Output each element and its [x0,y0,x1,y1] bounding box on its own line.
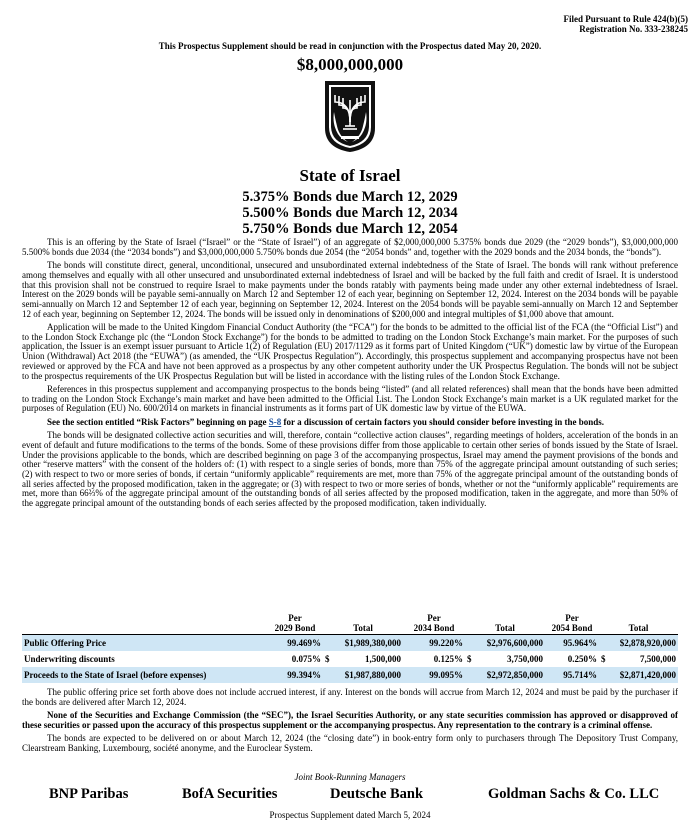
table-row [22,667,678,683]
table-cell: 99.394% [267,667,323,683]
manager-name: BNP Paribas [49,786,129,802]
risk-text-before: See the section entitled “Risk Factors” beginning on page [47,416,269,427]
cell-amount: 1,500,000 [365,654,401,664]
issuer-name: State of Israel [299,166,401,185]
joint-managers-label: Joint Book-Running Managers [294,772,406,782]
listing-paragraph: Application will be made to the United Kingdom Financial Conduct Authority (the “FCA”) for the bonds to be admitted to the official list of the FCA (the “Official List”) and to the London Stock Exchange plc (the “London Stock Exchange”) for the bonds to be admitted to trading on the London Stock Exchange’s main market. For the purposes of such application, the Issuer is an exempt issuer pursuant to Article 1(2) of Regulation (EU) 2017/1129 as it forms part of United Kingdom (“UK”) domestic law by virtue of the European Union (Withdrawal) Act 2018 (the “EUWA”) (as amended, the “UK Prospectus Regulation”). Accordingly, this prospectus supplement and accompanying prospectus have not been reviewed or approved by the FCA and have not been approved as a prospectus by any other competent authority under the UK Prospectus Regulation. The bonds will not be subject to the prospectus requirements of the UK Prospectus Regulation but will be listed in accordance with the listing rules of the London Stock Exchange. [22,322,678,381]
bond-title-2029: 5.375% Bonds due March 12, 2029 [242,189,458,205]
conjunction-notice: This Prospectus Supplement should be read in conjunction with the Prospectus dated May 20, 2020. [158,41,542,51]
table-cell: $1,989,380,000 [323,635,403,652]
table-cell: $1,987,880,000 [323,667,403,683]
table-header: Total [465,614,545,635]
table-cell: 0.125% [433,654,463,664]
filed-pursuant: Filed Pursuant to Rule 424(b)(5) [563,14,688,24]
manager-name: BofA Securities [182,786,278,802]
table-header-row [22,614,678,635]
table-cell: $2,976,600,000 [465,635,545,652]
currency-symbol: $ [601,654,606,664]
cell-amount: 3,750,000 [507,654,543,664]
offering-amount: $8,000,000,000 [296,55,404,74]
registration-number: Registration No. 333-238245 [579,24,688,34]
collective-action-paragraph: The bonds will be designated collective action securities and will, therefore, contain “collective action clauses”, regarding meetings of holders, acceleration of the bonds in an event of default and future modifications to the terms of the bonds. Some of these provisions differ from those applicable to certain other series of bonds issued by the State of Israel. Under the provisions applicable to the bonds, which are described beginning on page 3 of the accompanying prospectus, Israel may amend the payment provisions of the bonds and other “reserve matters” with the consent of the holders of: (1) with respect to a single series of bonds, more than 75% of the aggregate principal amount outstanding of such series; (2) with respect to two or more series of bonds, if certain “uniformly applicable” requirements are met, more than 75% of the aggregate principal amount of the outstanding bonds of all series affected by the proposed modification, taken in the aggregate; or (3) with respect to two or more series of bonds, whether or not the “uniformly applicable” requirements are met, more than 66⅔% of the aggregate principal amount of the outstanding bonds of all series affected by the proposed modification, taken in the aggregate, and more than 50% of the aggregate principal amount of the outstanding bonds of each series affected by the proposed modification, taken individually. [22,430,678,509]
cell-amount: 7,500,000 [640,654,676,664]
table-cell: 95.964% [545,635,599,652]
table-row [22,635,678,652]
table-cell [599,651,678,667]
offering-price-table [22,614,678,683]
row-label: Proceeds to the State of Israel (before expenses) [22,667,267,683]
accrued-interest-paragraph: The public offering price set forth above does not include accrued interest, if any. Interest on the bonds will accrue from March 12, 2024 and must be paid by the purchaser if the bonds are delivered after March 12, 2024. [22,687,678,707]
state-of-israel-emblem-icon [321,78,379,154]
table-cell: 0.250% [567,654,597,664]
table-cell: 99.469% [267,635,323,652]
table-cell: 99.220% [403,635,465,652]
bond-title-2034: 5.500% Bonds due March 12, 2034 [242,205,458,221]
closing-text [22,688,678,757]
table-header: Per 2029 Bond [267,614,323,635]
ranking-paragraph: The bonds will constitute direct, general, unconditional, unsecured and unsubordinated external indebtedness of the State of Israel. The bonds will rank without preference among themselves and equally with all other unsecured and unsubordinated external indebtedness of Israel and will be backed by the full faith and credit of Israel. It is understood that this provision shall not be construed to require Israel to make payments under the bonds ratably with payments being made under any other external indebtedness of Israel. Interest on the 2029 bonds will be payable semi-annually on March 12 and September 12 of each year, beginning on September 12, 2024. Interest on the 2034 bonds will be payable semi-annually on March 12 and September 12 of each year, beginning on September 12, 2024. Interest on the 2054 bonds will be payable semi-annually on March 12 and September 12 of each year, beginning on September 12, 2024. The bonds will be issued only in denominations of $200,000 and integral multiples of $1,000 above that amount. [22,260,678,319]
sec-disclaimer: None of the Securities and Exchange Commission (the “SEC”), the Israel Securities Authority, or any state securities commission has approved or disapproved of these securities or passed upon the accuracy of this prospectus supplement or the accompanying prospectus. Any representation to the contrary is a criminal offense. [22,710,678,730]
row-label: Public Offering Price [22,635,267,652]
manager-name: Deutsche Bank [330,786,424,802]
supplement-date: Prospectus Supplement dated March 5, 2024 [269,810,431,820]
table-header: Total [323,614,403,635]
table-header: Per 2054 Bond [545,614,599,635]
offering-paragraph: This is an offering by the State of Israel (“Israel” or the “State of Israel”) of an aggregate of $2,000,000,000 5.375% bonds due 2029 (the “2029 bonds”), $3,000,000,000 5.500% bonds due 2034 (the “2034 bonds”) and $3,000,000,000 5.750% bonds due 2054 (the “2054 bonds” and, together with the 2029 bonds and the 2034 bonds, the “bonds”). [22,237,678,257]
row-label: Underwriting discounts [24,654,115,664]
table-cell: 95.714% [545,667,599,683]
table-cell [323,651,403,667]
manager-name: Goldman Sachs & Co. LLC [488,786,660,802]
references-paragraph: References in this prospectus supplement and accompanying prospectus to the bonds being “listed” (and all related references) shall mean that the bonds have been admitted to trading on the London Stock Exchange’s main market and have been admitted to the Official List. The London Stock Exchange’s main market is a UK regulated market for the purposes of Regulation (EU) No. 600/2014 on markets in financial instruments as it forms part of UK domestic law by virtue of the EUWA. [22,383,678,414]
risk-factors-page-link[interactable]: S-8 [268,416,282,427]
table-header: Total [599,614,678,635]
table-cell: 99.095% [403,667,465,683]
currency-symbol: $ [325,654,330,664]
currency-symbol: $ [467,654,472,664]
bond-title-2054: 5.750% Bonds due March 12, 2054 [242,221,458,237]
risk-factors-notice [22,418,678,428]
risk-text-after: for a discussion of certain factors you should consider before investing in the bonds. [281,416,605,427]
offering-text [22,238,678,512]
table-row [22,651,678,667]
table-cell: $2,878,920,000 [599,635,678,652]
filing-info [564,14,689,34]
table-cell: 0.075% [291,654,321,664]
table-cell: $2,871,420,000 [599,667,678,683]
table-cell [465,651,545,667]
table-header-blank [22,614,267,635]
table-header: Per 2034 Bond [403,614,465,635]
delivery-paragraph: The bonds are expected to be delivered on or about March 12, 2024 (the “closing date”) in book-entry form only to purchasers through The Depository Trust Company, Clearstream Banking, Luxembourg, société anonyme, and the Euroclear System. [22,733,678,753]
table-cell: $2,972,850,000 [465,667,545,683]
